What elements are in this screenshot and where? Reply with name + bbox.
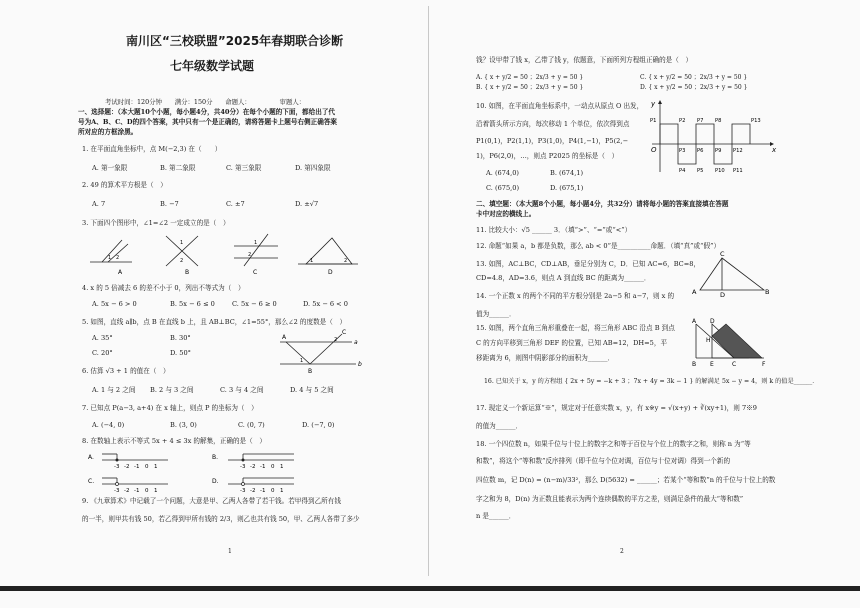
scan-edge <box>0 586 860 591</box>
svg-text:0: 0 <box>271 464 275 470</box>
q10-line-4: 1)，P6(2,0)，…，则点 P2025 的坐标是（ ） <box>476 152 619 160</box>
svg-text:-1: -1 <box>260 464 266 470</box>
q9-line-1: 9. 《九章算术》中记载了一个问题，大意是甲、乙两人各带了若干钱。若甲得到乙所有钱 <box>82 497 341 505</box>
section2-heading-2: 卡中对应的横线上。 <box>476 210 536 218</box>
svg-text:1: 1 <box>280 488 284 494</box>
q8-stem: 8. 在数轴上表示不等式 5x + 4 ≤ 3x 的解集，正确的是（ ） <box>82 437 266 445</box>
svg-text:0: 0 <box>145 464 149 470</box>
q3-label-d: D <box>328 269 333 276</box>
q3-b-angle-2: 2 <box>180 258 184 264</box>
q3-figure-a <box>90 240 132 276</box>
q4-option-d: D. 5x − 6 < 0 <box>303 300 348 308</box>
q8-option-a <box>88 454 168 470</box>
svg-text:1: 1 <box>154 488 158 494</box>
section1-heading-1: 一、选择题：（本大题10个小题，每小题4分，共40分）在每个小题的下面，都给出了代 <box>78 108 336 116</box>
q10-line-3: P1(0,1)，P2(1,1)，P3(1,0)，P4(1,−1)，P5(2,− <box>476 137 628 145</box>
svg-text:-2: -2 <box>250 464 256 470</box>
exam-info: 考试时间：120分钟 满分：150分 命题人： 审题人： <box>105 98 306 106</box>
q5-option-b: B. 30° <box>170 334 191 342</box>
q9-option-c: C. { x + y/2 = 50 ；2x/3 + y = 50 } <box>640 74 748 81</box>
exam-subtitle: 七年级数学试题 <box>170 59 255 73</box>
svg-text:1: 1 <box>280 464 284 470</box>
q8-label-c: C. <box>88 478 95 485</box>
page-number-2: 2 <box>620 548 624 555</box>
q5-label-a: a <box>354 339 358 346</box>
q4-option-b: B. 5x − 6 ≤ 0 <box>170 300 215 308</box>
q7-option-c: C. (0, 7) <box>238 421 265 429</box>
q15-label-E: E <box>710 361 714 368</box>
q9-continued: 钱？设甲带了钱 x，乙带了钱 y，依题意，下面所列方程组正确的是（ ） <box>476 56 693 64</box>
q15-label-H: H <box>706 337 711 344</box>
section1-heading-2: 号为A、B、C、D的四个答案，其中只有一个是正确的，请将答题卡上题号右侧正确答案 <box>78 118 338 126</box>
svg-text:P2: P2 <box>679 118 686 124</box>
svg-text:-2: -2 <box>124 488 130 494</box>
svg-text:P6: P6 <box>697 148 704 154</box>
q2-stem: 2. 49 的算术平方根是（ ） <box>82 181 167 189</box>
q4-stem: 4. x 的 5 倍减去 6 的差不小于 0，列出不等式为（ ） <box>82 284 245 292</box>
q13-figure <box>692 252 772 298</box>
q9-option-b: B. { x + y/2 = 50 ；2x/3 + y = 50 } <box>476 84 584 91</box>
q6-option-d: D. 4 与 5 之间 <box>290 386 334 394</box>
q15-line-1: 15. 如图，两个直角三角形重叠在一起，将三角形 ABC 沿点 B 到点 <box>476 324 675 332</box>
svg-text:-1: -1 <box>134 464 140 470</box>
q5-option-c: C. 20° <box>92 349 113 357</box>
q13-label-A: A <box>692 288 697 296</box>
svg-text:P10: P10 <box>715 168 725 174</box>
q5-label-B: B <box>308 368 313 375</box>
svg-text:P12: P12 <box>733 148 743 154</box>
q8-label-d: D. <box>212 478 219 485</box>
q3-figure-c <box>234 234 278 276</box>
svg-text:-3: -3 <box>114 488 120 494</box>
section2-heading-1: 二、填空题：（本大题8个小题，每小题4分，共32分）请将每小题的答案直接填在答题 <box>476 200 729 208</box>
q8-option-b <box>212 454 294 470</box>
svg-text:0: 0 <box>271 488 275 494</box>
svg-text:-1: -1 <box>134 488 140 494</box>
q8-option-c <box>88 478 168 494</box>
q15-label-D: D <box>710 318 715 325</box>
q1-option-d: D. 第四象限 <box>295 164 331 172</box>
q7-option-a: A. (−4, 0) <box>92 421 125 429</box>
q3-figure-b <box>166 236 198 276</box>
section1-heading-3: 所对应的方框涂黑。 <box>78 128 138 136</box>
q3-a-angle-2: 2 <box>116 255 120 261</box>
svg-text:-1: -1 <box>260 488 266 494</box>
q3-figures <box>88 232 368 276</box>
q10-line-1: 10. 如图，在平面直角坐标系中，一动点从原点 O 出发， <box>476 102 644 110</box>
q1-stem: 1. 在平面直角坐标中，点 M(−2,3) 在（ ） <box>82 145 222 153</box>
q10-option-a: A. (674,0) <box>486 169 519 177</box>
q10-option-b: B. (674,1) <box>550 169 584 177</box>
q15-label-B: B <box>692 361 697 368</box>
q17-line-1: 17. 现定义一个新运算“※”，规定对于任意实数 x，y，有 x※y = √(x+y) + ∛(xy+1)，则 7※9 <box>476 404 757 412</box>
q2-option-a: A. 7 <box>92 200 106 208</box>
q5-figure <box>280 328 370 376</box>
q3-label-b: B <box>185 269 190 276</box>
q15-label-A: A <box>692 318 697 325</box>
svg-text:P7: P7 <box>697 118 704 124</box>
q8-b-ticks <box>240 464 284 470</box>
q13-line-1: 13. 如图，AC⊥BC，CD⊥AB，垂足分别为 C，D．已知 AC=6，BC=8， <box>476 260 701 268</box>
q7-stem: 7. 已知点 P(a−3, a+4) 在 x 轴上，则点 P 的坐标为（ ） <box>82 404 258 412</box>
page-2 <box>430 0 860 600</box>
svg-text:P1: P1 <box>650 118 657 124</box>
q18-line-4: 字之和为 8，D(n) 为正数且能表示为两个连续偶数的平方之差，则满足条件的最大“等和数” <box>476 495 744 503</box>
q5-option-d: D. 50° <box>170 349 191 357</box>
q3-d-angle-2: 2 <box>344 258 348 264</box>
q10-option-d: D. (675,1) <box>550 184 584 192</box>
q12: 12. 命题“如果 a，b 都是负数，那么 ab < 0”是__________命题．（填“真”或“假”） <box>476 242 721 250</box>
q1-option-a: A. 第一象限 <box>92 164 128 172</box>
svg-text:-3: -3 <box>240 488 246 494</box>
svg-text:-2: -2 <box>124 464 130 470</box>
q15-line-2: C 的方向平移到三角形 DEF 的位置，已知 AB=12，DH=5，平 <box>476 339 668 347</box>
svg-text:P13: P13 <box>751 118 761 124</box>
svg-text:1: 1 <box>154 464 158 470</box>
q7-option-b: B. (3, 0) <box>170 421 197 429</box>
q18-line-3: 四位数 m，记 D(n) = (n−m)/33²，那么 D(5632) = ______；若某个“等和数”n 的千位与十位上的数 <box>476 476 776 484</box>
q13-label-C: C <box>720 250 725 258</box>
page-1 <box>0 0 430 600</box>
q4-option-c: C. 5x − 6 ≥ 0 <box>232 300 277 308</box>
q2-option-d: D. ±√7 <box>295 200 319 208</box>
exam-title: 南川区“三校联盟”2025年春期联合诊断 <box>126 34 344 48</box>
q10-origin: O <box>651 146 657 154</box>
q13-line-2: CD=4.8，AD=3.6，则点 A 到直线 BC 的距离为______． <box>476 274 651 282</box>
q10-figure <box>648 100 778 176</box>
q18-line-5: n 是______． <box>476 512 516 520</box>
svg-text:P11: P11 <box>733 168 743 174</box>
svg-text:P8: P8 <box>715 118 722 124</box>
q2-option-b: B. −7 <box>160 200 179 208</box>
q15-line-3: 移距离为 6，则图中阴影部分的面积为______． <box>476 354 615 362</box>
q1-option-b: B. 第二象限 <box>160 164 196 172</box>
q8-c-ticks <box>114 488 158 494</box>
q15-label-C: C <box>732 361 737 368</box>
q8-label-b: B. <box>212 454 219 461</box>
svg-text:-2: -2 <box>250 488 256 494</box>
svg-text:0: 0 <box>145 488 149 494</box>
q8-a-ticks <box>114 464 158 470</box>
q1-option-c: C. 第三象限 <box>226 164 262 172</box>
q10-axis-y: y <box>651 100 656 108</box>
page-number-1: 1 <box>228 548 232 555</box>
q5-angle-2: 2 <box>334 337 338 343</box>
q5-label-A: A <box>282 334 287 341</box>
q3-c-angle-2: 2 <box>248 252 252 258</box>
q5-option-a: A. 35° <box>92 334 113 342</box>
svg-text:P5: P5 <box>697 168 704 174</box>
q3-stem: 3. 下面四个图形中，∠1=∠2 一定成立的是（ ） <box>82 219 230 227</box>
q9-option-a: A. { x + y/2 = 50 ；2x/3 + y = 50 } <box>476 74 584 81</box>
q10-option-c: C. (675,0) <box>486 184 520 192</box>
q15-label-F: F <box>762 361 766 368</box>
q18-line-1: 18. 一个四位数 n，如果千位与十位上的数字之和等于百位与个位上的数字之和，则称 n 为“等 <box>476 440 751 448</box>
q10-point-labels <box>650 118 761 174</box>
q5-label-b: b <box>358 361 362 368</box>
q6-option-c: C. 3 与 4 之间 <box>220 386 264 394</box>
q10-axis-x: x <box>772 146 777 154</box>
q6-stem: 6. 估算 √3 + 1 的值在（ ） <box>82 367 170 375</box>
q3-c-angle-1: 1 <box>254 240 258 246</box>
q11: 11. 比较大小：√5 ______ 3．（填“>”、“=”或“<”） <box>476 226 632 234</box>
q8-option-d <box>212 478 294 494</box>
q3-label-a: A <box>118 269 123 276</box>
q6-option-b: B. 2 与 3 之间 <box>150 386 194 394</box>
q6-option-a: A. 1 与 2 之间 <box>92 386 136 394</box>
svg-text:-3: -3 <box>114 464 120 470</box>
q3-a-angle-1: 1 <box>108 255 112 261</box>
q3-d-angle-1: 1 <box>310 258 314 264</box>
q13-label-D: D <box>720 291 726 299</box>
q13-label-B: B <box>765 288 770 296</box>
q8-numberlines <box>88 448 338 498</box>
q3-b-angle-1: 1 <box>180 240 184 246</box>
q18-line-2: 和数”，将这个“等和数”反序排列（即千位与个位对调，百位与十位对调）得到一个新的 <box>476 457 731 465</box>
q8-label-a: A. <box>88 454 94 461</box>
q2-option-c: C. ±7 <box>226 200 245 208</box>
q8-d-ticks <box>240 488 284 494</box>
q3-figure-d <box>298 238 358 276</box>
q3-label-c: C <box>253 269 258 276</box>
q10-line-2: 沿着箭头所示方向，每次移动 1 个单位，依次得到点 <box>476 120 630 128</box>
q16: 16. 已知关于 x，y 的方程组 { 2x + 5y = −k + 3 ；7x + 4y = 3k − 1 } 的解满足 5x − y = 4，则 k 的值是______． <box>484 378 819 385</box>
q15-figure <box>692 318 772 368</box>
q5-label-C: C <box>342 329 347 336</box>
svg-text:P3: P3 <box>679 148 686 154</box>
svg-text:P4: P4 <box>679 168 686 174</box>
q5-angle-1: 1 <box>300 358 304 364</box>
q4-option-a: A. 5x − 6 > 0 <box>92 300 137 308</box>
svg-text:P9: P9 <box>715 148 722 154</box>
q7-option-d: D. (−7, 0) <box>302 421 335 429</box>
q5-stem: 5. 如图，直线 a∥b，点 B 在直线 b 上，且 AB⊥BC，∠1=55°，那么∠2 的度数是（ ） <box>82 318 347 326</box>
q14-line-1: 14. 一个正数 x 的两个不同的平方根分别是 2a−5 和 a−7，则 x 的 <box>476 292 675 300</box>
q9-option-d: D. { x + y/2 = 50 ；2x/3 + y = 50 } <box>640 84 748 91</box>
q9-line-2: 的一半，则甲共有钱 50，若乙得到甲所有钱的 2/3，则乙也共有钱 50，甲、乙两人各带了多少 <box>82 515 360 523</box>
svg-text:-3: -3 <box>240 464 246 470</box>
q14-line-2: 值为______． <box>476 310 516 318</box>
q17-line-2: 的值为______． <box>476 422 523 430</box>
